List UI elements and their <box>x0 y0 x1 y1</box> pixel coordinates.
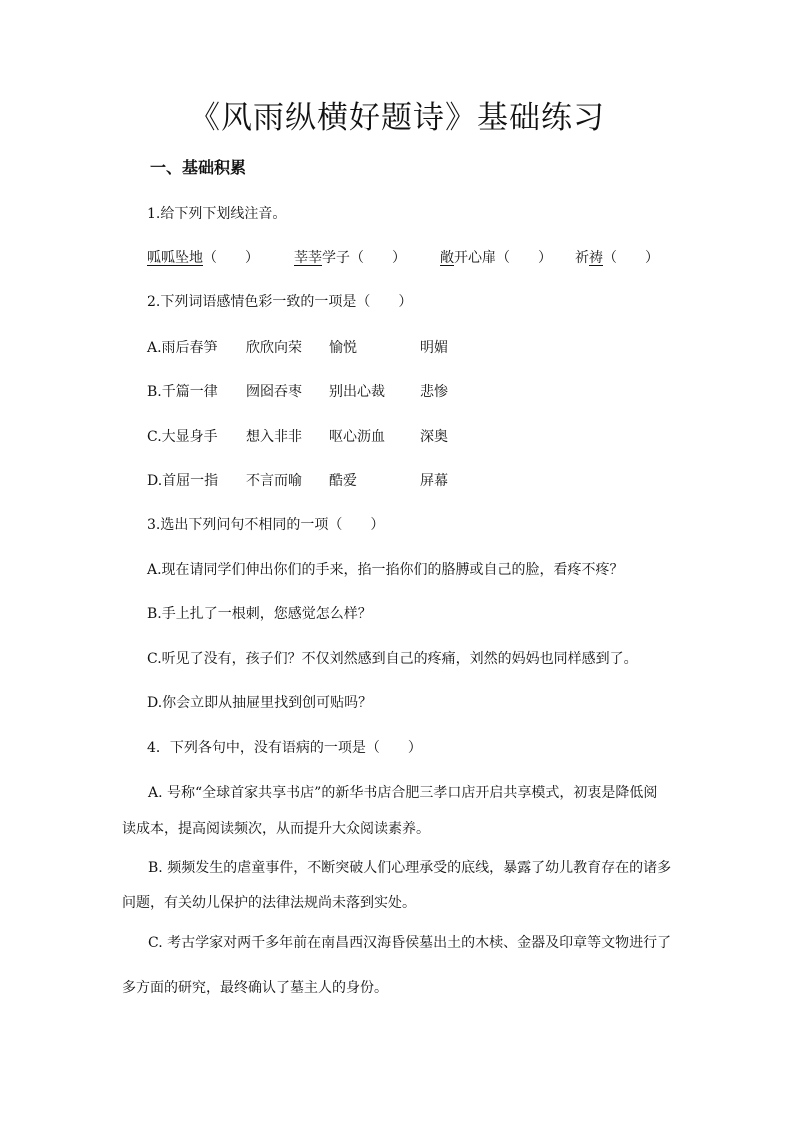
option-word: 呕心沥血 <box>329 429 385 445</box>
pinyin-item-3: 敞开心扉（ ） <box>440 250 552 266</box>
option-line: 问题，有关幼儿保护的法律法规尚未落到实处。 <box>122 895 416 911</box>
option-word: 想入非非 <box>246 429 302 445</box>
question-1-items <box>147 247 687 267</box>
option-word: 屏幕 <box>420 473 448 489</box>
option-word: 深奥 <box>420 429 448 445</box>
question-3-option-c: C.听见了没有，孩子们？不仅刘然感到自己的疼痛，刘然的妈妈也同样感到了。 <box>147 651 638 667</box>
question-4-option-a <box>122 782 682 842</box>
section-heading: 一、基础积累 <box>150 158 247 177</box>
question-1-prompt: 1.给下列下划线注音。 <box>147 206 287 222</box>
question-4-option-c <box>122 932 682 996</box>
option-word: A.雨后春笋 <box>147 340 218 356</box>
question-2-prompt: 2.下列词语感情色彩一致的一项是（ ） <box>147 294 413 310</box>
option-line: C. 考古学家对两千多年前在南昌西汉海昏侯墓出土的木椟、金器及印章等文物进行了 <box>148 935 672 951</box>
page-title: 《风雨纵横好题诗》基础练习 <box>189 100 605 136</box>
question-3-option-b: B.手上扎了一根刺，您感觉怎么样？ <box>147 606 372 622</box>
question-2-option-a <box>147 337 547 357</box>
question-4-prompt: 4．下列各句中，没有语病的一项是（ ） <box>147 740 422 756</box>
option-word: 明媚 <box>420 340 448 356</box>
option-word: 不言而喻 <box>246 473 302 489</box>
option-word: D.首屈一指 <box>147 473 219 489</box>
question-3-option-d: D.你会立即从抽屉里找到创可贴吗？ <box>147 695 373 711</box>
option-line: B. 频频发生的虐童事件，不断突破人们心理承受的底线，暴露了幼儿教育存在的诸多 <box>148 860 672 876</box>
option-word: 欣欣向荣 <box>246 340 302 356</box>
question-3-option-a: A.现在请同学们伸出你们的手来，掐一掐你们的胳膊或自己的脸，看疼不疼？ <box>147 562 624 578</box>
pinyin-item-4: 祈祷（ ） <box>575 250 659 266</box>
option-word: 悲惨 <box>420 384 448 400</box>
option-word: 酷爱 <box>329 473 357 489</box>
pinyin-item-2: 莘莘学子（ ） <box>294 250 406 266</box>
option-line: 多方面的研究，最终确认了墓主人的身份。 <box>122 980 388 996</box>
option-word: 愉悦 <box>329 340 357 356</box>
option-word: 囫囵吞枣 <box>246 384 302 400</box>
option-line: 读成本，提高阅读频次，从而提升大众阅读素养。 <box>122 821 430 837</box>
question-4-option-b <box>122 857 682 917</box>
question-2-option-b <box>147 381 547 401</box>
option-line: A. 号称“全球首家共享书店”的新华书店合肥三孝口店开启共享模式，初衷是降低阅 <box>148 785 658 801</box>
question-3-prompt: 3.选出下列问句不相同的一项（ ） <box>147 517 385 533</box>
question-2-option-c <box>147 426 547 446</box>
option-word: 别出心裁 <box>329 384 385 400</box>
option-word: B.千篇一律 <box>147 384 218 400</box>
option-word: C.大显身手 <box>147 429 218 445</box>
pinyin-item-1: 呱呱坠地（ ） <box>147 250 259 266</box>
question-2-option-d <box>147 470 547 490</box>
